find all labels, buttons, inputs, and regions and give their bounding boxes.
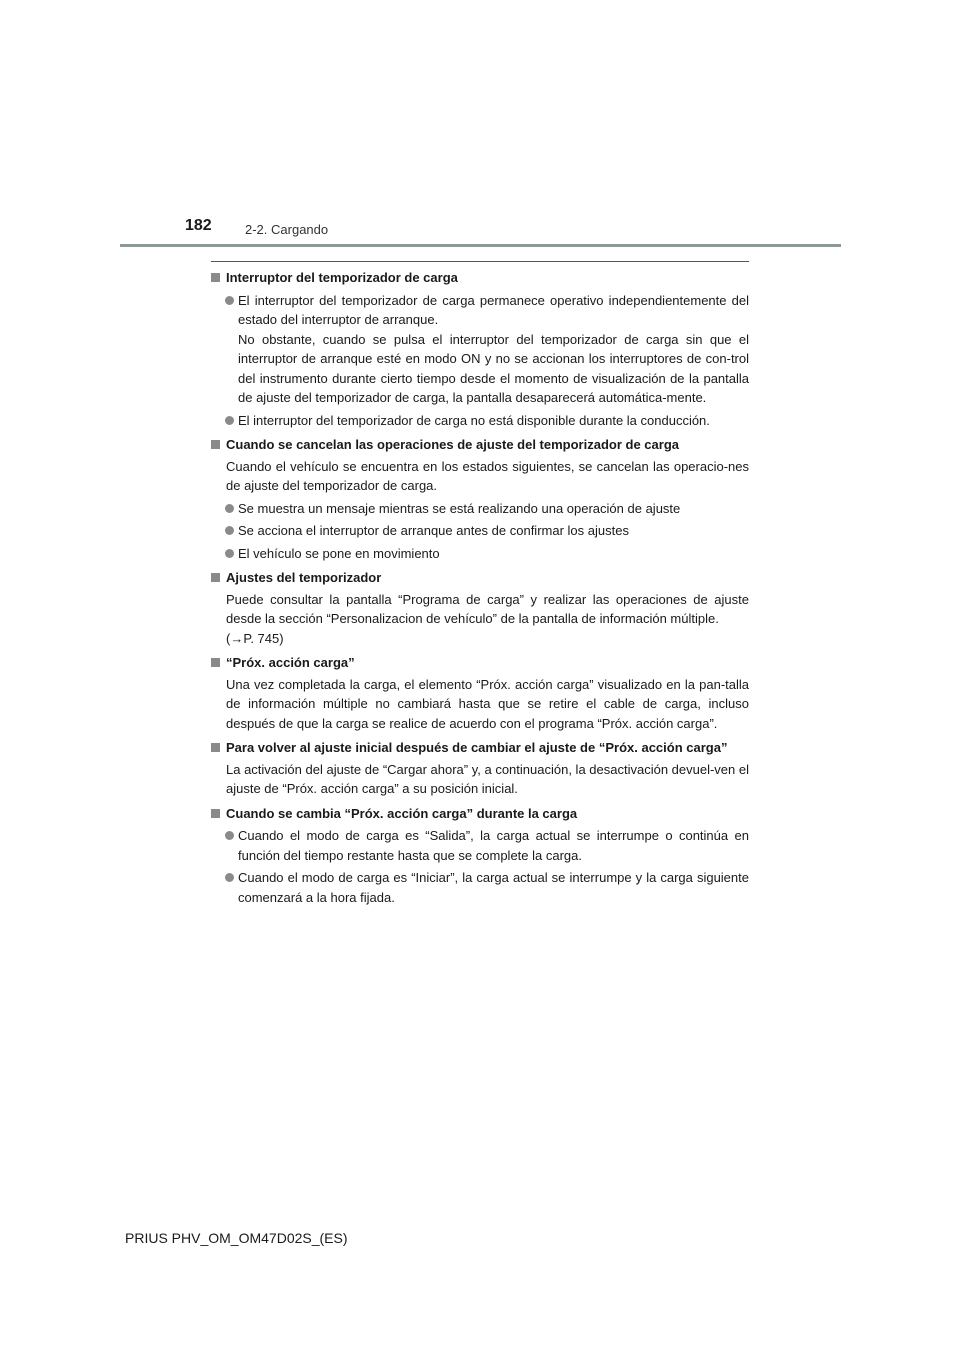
section-heading: Cuando se cambia “Próx. acción carga” durante la carga [211, 804, 749, 824]
list-item [211, 868, 749, 907]
list-item [211, 826, 749, 865]
section-text: Cuando el vehículo se encuentra en los estados siguientes, se cancelan las operacio-nes de ajuste del temporizador de carga. [226, 458, 749, 493]
square-bullet-icon [211, 658, 220, 667]
section-heading: “Próx. acción carga” [211, 653, 749, 673]
header-divider [120, 244, 841, 247]
list-item [211, 499, 749, 519]
circle-bullet-icon [225, 549, 234, 558]
bullet-text: Cuando el modo de carga es “Iniciar”, la carga actual se interrumpe y la carga siguiente comenzará a la hora fijada. [238, 870, 749, 905]
bullet-text: Se acciona el interruptor de arranque antes de confirmar los ajustes [238, 523, 629, 538]
bullet-text: Se muestra un mensaje mientras se está realizando una operación de ajuste [238, 500, 681, 516]
bullet-text: Cuando el modo de carga es “Salida”, la carga actual se interrumpe o continúa en función del tiempo restante hasta que se complete la carga. [238, 828, 749, 863]
square-bullet-icon [211, 573, 220, 582]
page-number: 182 [185, 217, 212, 234]
content-divider [211, 261, 749, 262]
bullet-text: No obstante, cuando se pulsa el interruptor del temporizador de carga sin que el interruptor de arranque esté en modo ON y no se accionan los interruptores de con-trol del instrumento durante cierto tiempo desde el momento de visualización de la pantalla de ajuste del temporizador de carga, la pantalla desaparecerá automática-mente. [238, 331, 749, 405]
bullet-text: El vehículo se pone en movimiento [238, 545, 440, 561]
circle-bullet-icon [225, 296, 234, 305]
section-heading: Cuando se cancelan las operaciones de ajuste del temporizador de carga [211, 435, 749, 455]
section-text: La activación del ajuste de “Cargar ahora” y, a continuación, la desactivación devuel-ven el ajuste de “Próx. acción carga” a su posición inicial. [226, 761, 749, 796]
section-title: 2-2. Cargando [245, 222, 329, 237]
circle-bullet-icon [225, 504, 234, 513]
circle-bullet-icon [225, 526, 234, 535]
list-item [211, 521, 749, 541]
square-bullet-icon [211, 809, 220, 818]
square-bullet-icon [211, 273, 220, 282]
bullet-text: El interruptor del temporizador de carga no está disponible durante la conducción. [238, 412, 710, 428]
bullet-text: El interruptor del temporizador de carga permanece operativo independientemente del estado del interruptor de arranque. [238, 292, 749, 327]
section-text: Una vez completada la carga, el elemento “Próx. acción carga” visualizado en la pan-talla de información múltiple no cambiará hasta que se retire el cable de carga, incluso después de que la carga se realice de acuerdo con el programa “Próx. acción carga”. [226, 676, 749, 731]
list-item [211, 291, 749, 408]
square-bullet-icon [211, 440, 220, 449]
section-heading: Ajustes del temporizador [211, 568, 749, 588]
square-bullet-icon [211, 743, 220, 752]
list-item [211, 544, 749, 564]
circle-bullet-icon [225, 416, 234, 425]
circle-bullet-icon [225, 831, 234, 840]
list-item [211, 411, 749, 431]
circle-bullet-icon [225, 873, 234, 882]
section-text: Puede consultar la pantalla “Programa de carga” y realizar las operaciones de ajuste desde la sección “Personalizacion de vehículo” de la pantalla de información múltiple. (→P. 745) [211, 590, 749, 649]
section-heading: Interruptor del temporizador de carga [211, 268, 749, 288]
document-footer: PRIUS PHV_OM_OM47D02S_(ES) [125, 1230, 348, 1246]
page-reference-link[interactable]: (→P. 745) [226, 630, 284, 646]
section-heading: Para volver al ajuste inicial después de cambiar el ajuste de “Próx. acción carga” [211, 738, 749, 758]
page-content [211, 268, 749, 907]
